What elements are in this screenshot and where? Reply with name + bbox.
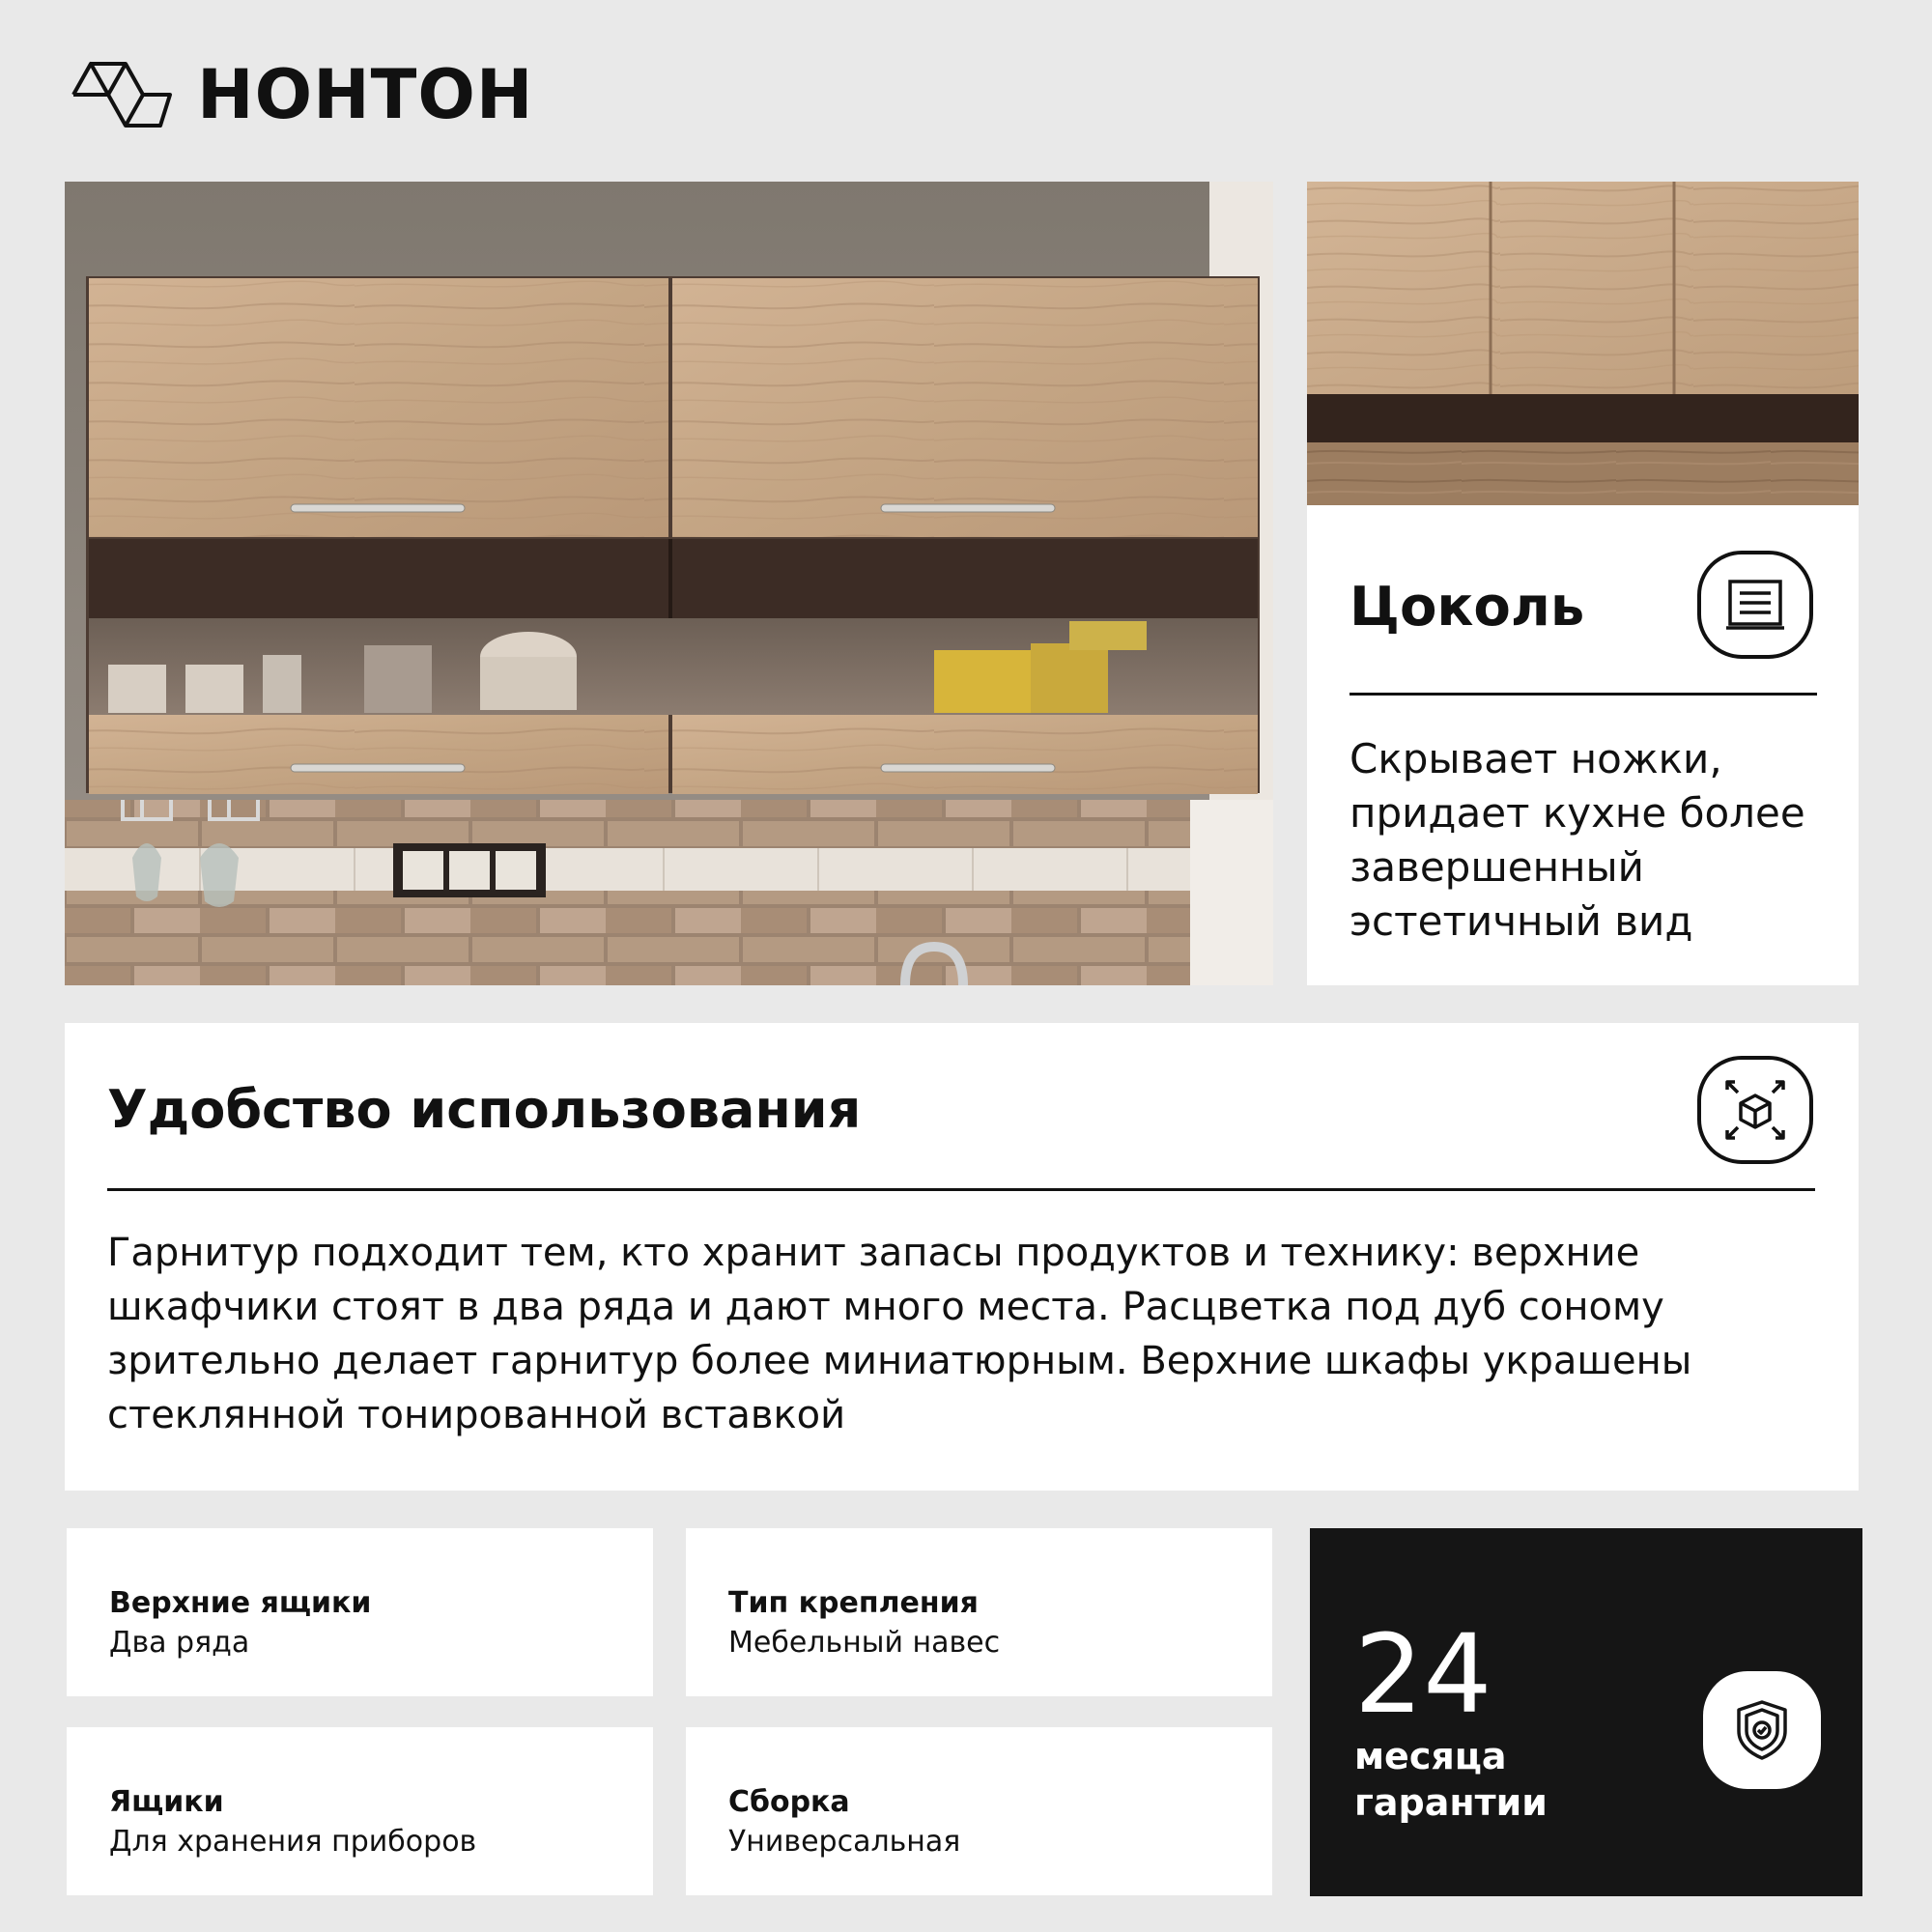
spec-card-mount-type [686,1528,1272,1696]
spec-label: Сборка [728,1785,850,1819]
brand-name: НОНТОН [197,55,534,134]
spec-value: Два ряда [109,1626,250,1660]
spec-card-upper-drawers [67,1528,653,1696]
spec-card-drawers [67,1727,653,1895]
spec-value: Для хранения приборов [109,1825,477,1859]
warranty-label-line2: гарантии [1354,1781,1548,1824]
box-expand-icon [1697,1056,1813,1164]
plinth-photo [1307,182,1859,505]
kitchen-cabinets-photo [65,182,1273,985]
plinth-divider [1350,693,1817,696]
spec-label: Ящики [109,1785,224,1819]
spec-value: Универсальная [728,1825,961,1859]
usability-divider [107,1188,1815,1191]
plinth-title: Цоколь [1350,576,1585,639]
plinth-description: Скрывает ножки, придает кухне более завершенный эстетичный вид [1350,735,1805,945]
warranty-label-line1: месяца [1354,1735,1507,1777]
shield-check-icon [1703,1671,1821,1789]
spec-label: Верхние ящики [109,1586,372,1620]
spec-label: Тип крепления [728,1586,979,1620]
warranty-card [1310,1528,1862,1896]
warranty-label [1354,1733,1548,1826]
plinth-icon [1697,551,1813,659]
brand-logo [70,56,534,133]
brand-mark-icon [70,56,174,133]
usability-title: Удобство использования [107,1079,862,1140]
usability-card [65,1023,1859,1491]
plinth-card [1307,182,1859,985]
spec-card-assembly [686,1727,1272,1895]
warranty-months-number: 24 [1354,1612,1492,1738]
usability-description: Гарнитур подходит тем, кто хранит запасы продуктов и технику: верхние шкафчики стоят в два ряда и дают много места. Расцветка под дуб соному зрительно делает гарнитур более миниатюрным. Верхние шкафы украшены стеклянной тонированной вставкой [107,1231,1692,1437]
spec-value: Мебельный навес [728,1626,1001,1660]
